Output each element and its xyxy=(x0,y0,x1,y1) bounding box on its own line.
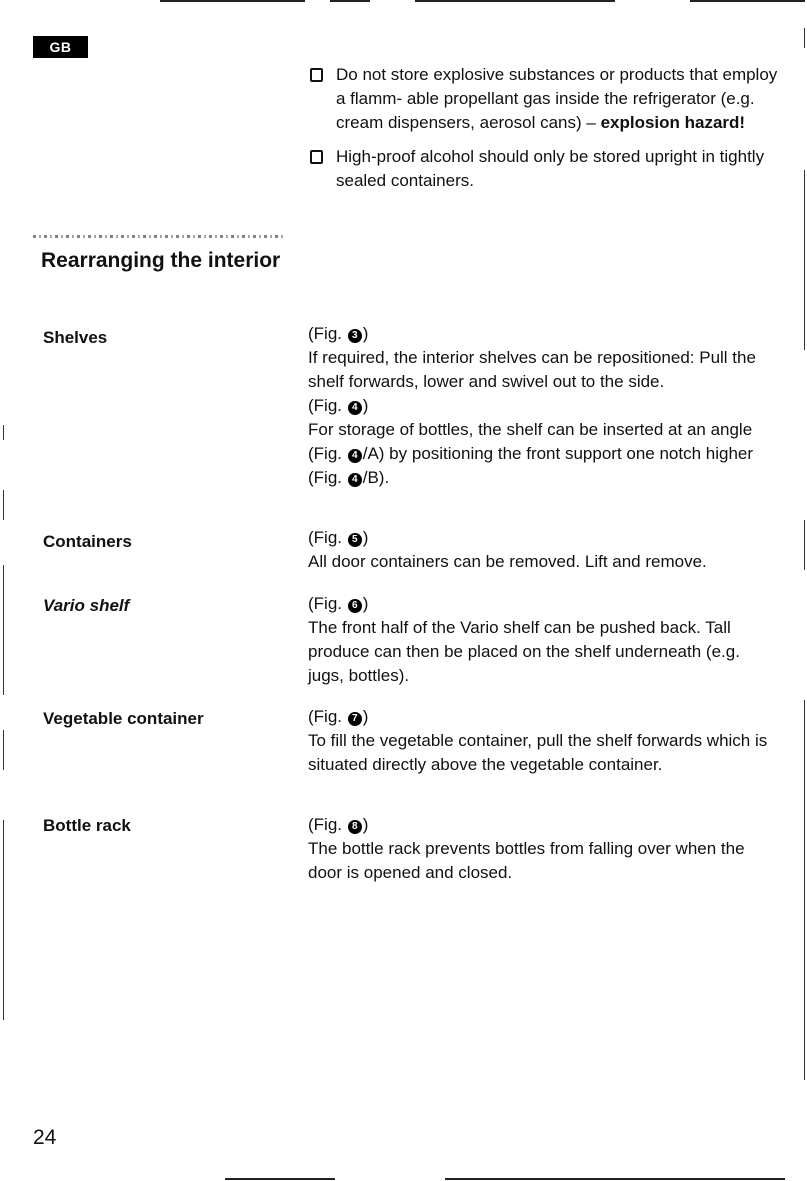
figure-number-icon: 5 xyxy=(348,533,362,547)
edge-mark xyxy=(804,28,805,48)
body-text: All door containers can be removed. Lift and remove. xyxy=(308,552,707,571)
fig-reference: (Fig. 6 ) xyxy=(308,594,369,613)
top-rule xyxy=(160,0,305,2)
top-rule xyxy=(330,0,370,2)
body-text: The front half of the Vario shelf can be pushed back. Tall produce can then be placed on the shelf underneath (e.g. jugs, bottles). xyxy=(308,618,740,685)
figure-number-icon: 6 xyxy=(348,599,362,613)
language-badge: GB xyxy=(33,36,88,58)
section-title: Rearranging the interior xyxy=(41,249,281,272)
bottom-rule xyxy=(445,1178,785,1180)
bullet-text: Do not store explosive substances or products that employ a flamm- able propellant gas inside the refrigerator (e.g. cream dispensers, aerosol cans) – xyxy=(336,65,778,132)
body-text: If required, the interior shelves can be repositioned: Pull the shelf forwards, lower and swivel out to the side. xyxy=(308,348,756,391)
edge-mark xyxy=(804,700,805,1080)
figure-number-icon: 4 xyxy=(348,473,362,487)
figure-number-icon: 4 xyxy=(348,449,362,463)
edge-mark xyxy=(3,490,4,520)
body-text: For storage of bottles, the shelf can be inserted at an angle (Fig. 4 /A) by positioning the front support one notch higher (Fig. 4 /B). xyxy=(308,420,754,487)
edge-mark xyxy=(3,820,4,1020)
edge-mark xyxy=(3,565,4,695)
edge-mark xyxy=(804,170,805,350)
fig-reference: (Fig. 3 ) xyxy=(308,324,369,343)
edge-mark xyxy=(3,425,4,440)
containers-text xyxy=(308,526,768,574)
checkbox-icon xyxy=(310,68,323,82)
page-number: 24 xyxy=(33,1126,57,1149)
safety-bullet-list xyxy=(308,63,778,203)
shelves-text xyxy=(308,322,768,490)
top-rule xyxy=(415,0,615,2)
fig-reference: (Fig. 7 ) xyxy=(308,707,369,726)
fig-reference: (Fig. 8 ) xyxy=(308,815,369,834)
safety-bullet xyxy=(308,63,778,135)
vegetable-container-text xyxy=(308,705,768,777)
safety-bullet xyxy=(308,145,778,193)
fig-reference: (Fig. 4 ) xyxy=(308,396,369,415)
body-text: To fill the vegetable container, pull the shelf forwards which is situated directly above the vegetable container. xyxy=(308,731,768,774)
fig-reference: (Fig. 5 ) xyxy=(308,528,369,547)
side-label-vegetable-container: Vegetable container xyxy=(43,709,204,728)
side-label-shelves: Shelves xyxy=(43,328,108,347)
body-text: The bottle rack prevents bottles from falling over when the door is opened and closed. xyxy=(308,839,745,882)
bullet-text: High-proof alcohol should only be stored upright in tightly sealed containers. xyxy=(336,147,765,190)
side-label-containers: Containers xyxy=(43,532,132,551)
figure-number-icon: 4 xyxy=(348,401,362,415)
bottom-rule xyxy=(225,1178,335,1180)
bottle-rack-text xyxy=(308,813,768,885)
figure-number-icon: 3 xyxy=(348,329,362,343)
edge-mark xyxy=(804,520,805,570)
bullet-emphasis: explosion hazard! xyxy=(600,113,746,132)
checkbox-icon xyxy=(310,150,323,164)
edge-mark xyxy=(3,730,4,770)
top-rule xyxy=(690,0,805,2)
figure-number-icon: 7 xyxy=(348,712,362,726)
figure-number-icon: 8 xyxy=(348,820,362,834)
side-label-vario-shelf: Vario shelf xyxy=(43,596,130,615)
vario-shelf-text xyxy=(308,592,768,688)
section-divider xyxy=(33,235,283,238)
side-label-bottle-rack: Bottle rack xyxy=(43,816,131,835)
